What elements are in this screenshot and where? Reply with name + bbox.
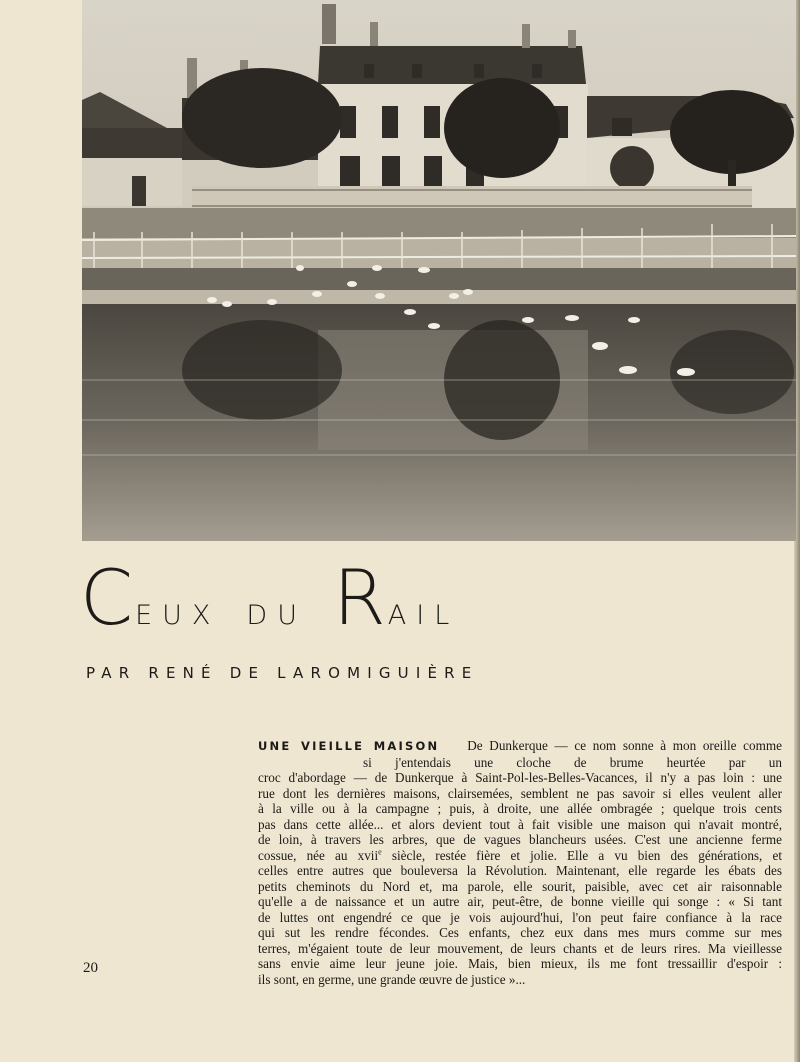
article-line: qui sut les rendre fécondes. Ces enfants, chez eux dans mes murs comme sur mes bbox=[258, 925, 782, 940]
photograph-house-pond-icon bbox=[82, 0, 796, 541]
article-line: si j'entendais une cloche de brume heurtée par un bbox=[363, 754, 782, 770]
title-word-du: DU bbox=[246, 600, 307, 631]
author-byline: PAR RENÉ DE LAROMIGUIÈRE bbox=[86, 664, 479, 682]
section-subheading: UNE VIEILLE MAISON bbox=[258, 739, 440, 753]
article-line: cossue, née au xvii$^e$ siècle, restée fière et jolie. Elle a vu bien des générations, et bbox=[258, 847, 782, 863]
article-line: UNE VIEILLE MAISON De Dunkerque — ce nom sonne à mon oreille comme bbox=[258, 738, 782, 753]
title-word-rest-2: AIL bbox=[387, 600, 460, 631]
article-line: pas dans cette allée... et alors devient tout à fait visible une maison qui n'avait montré, bbox=[258, 816, 782, 832]
article-title bbox=[80, 553, 460, 642]
page-number: 20 bbox=[83, 960, 98, 976]
title-initial-c: C bbox=[80, 553, 136, 642]
article-line: petits cheminots du Nord et, ma parole, elle sourit, paisible, avec cet air raisonnable bbox=[258, 878, 782, 894]
article-line: sans envie aime leur jeune joie. Mais, bien mieux, ils me font tressaillir d'espoir : bbox=[258, 956, 782, 971]
article-line: rue dont les dernières maisons, clairsemées, semblent ne pas savoir si elles veulent aller bbox=[258, 785, 782, 801]
title-initial-r: R bbox=[332, 553, 388, 642]
article-line: qu'elle a de naissance et un autre air, peut-être, de bonne vieille qui songe : « Si tant bbox=[258, 894, 782, 909]
house-pond-photograph bbox=[82, 0, 796, 541]
title-word-rest-1: EUX bbox=[135, 600, 221, 631]
article-line: de loin, à travers les arbres, que de vagues blancheurs usées. C'est une ancienne ferme bbox=[258, 832, 782, 847]
article-line: de luttes ont engendré ce que je vois aujourd'hui, l'on peut faire confiance à la race bbox=[258, 909, 782, 925]
article-body bbox=[258, 738, 782, 987]
article-line: celles entre autres que bouleversa la Révolution. Maintenant, elle regarde les ébats des bbox=[258, 863, 782, 878]
article-line: ils sont, en germe, une grande œuvre de justice »... bbox=[258, 971, 526, 987]
article-line: croc d'abordage — de Dunkerque à Saint-Pol-les-Belles-Vacances, il n'y a pas loin : une bbox=[258, 770, 782, 785]
article-line: terres, m'égaient toute de leur mouvement, de leurs chants et de leurs rires. Ma vieillesse bbox=[258, 940, 782, 956]
article-line: à la ville ou à la campagne ; puis, à droite, une allée ombragée ; quelque trois cents bbox=[258, 801, 782, 816]
